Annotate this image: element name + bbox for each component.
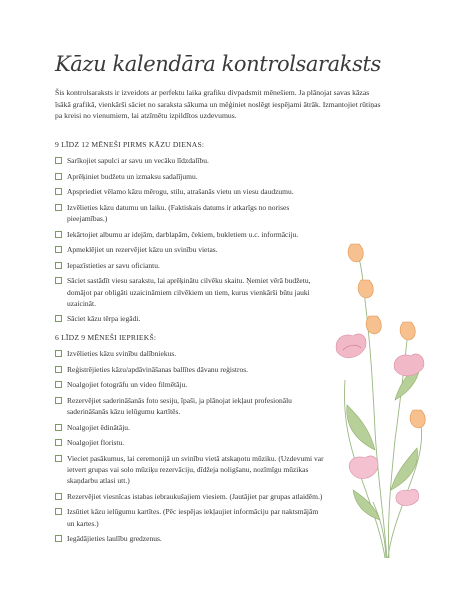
- orange-bud: [358, 280, 373, 298]
- section-heading-1: 9 LĪDZ 12 MĒNEŠI PIRMS KĀZU DIENAS:: [55, 140, 205, 149]
- list-item: Sāciet sastādīt viesu sarakstu, lai aprēķinātu cilvēku skaitu. Ņemiet vērā budžetu, domājot par obligāti uzaicināmiem cilvēkiem un tiem, kurus vienkārši būtu jauki uzaicināt.: [55, 275, 325, 309]
- checkbox[interactable]: [55, 381, 62, 388]
- checkbox[interactable]: [55, 315, 62, 322]
- checkbox[interactable]: [55, 397, 62, 404]
- checkbox[interactable]: [55, 424, 62, 431]
- checkbox[interactable]: [55, 157, 62, 164]
- checkbox[interactable]: [55, 231, 62, 238]
- checkbox[interactable]: [55, 508, 62, 515]
- intro-paragraph: Šis kontrolsaraksts ir izveidots ar perfektu laika grafiku divpadsmit mēnešiem. Ja plānojat savas kāzas īsākā grafikā, vienkārši sāciet no saraksta sākuma un mēģiniet noslēgt iespējami ātrāk. Izmantojiet rūtiņas pa kreisi no vienumiem, lai atzīmētu izpildītos uzdevumus.: [55, 88, 381, 121]
- checklist-section-1: [55, 155, 325, 325]
- leaf: [353, 490, 380, 520]
- checkbox[interactable]: [55, 535, 62, 542]
- list-item: Iekārtojiet albumu ar idejām, darblapām, čekiem, bukletiem u.c. informāciju.: [55, 229, 325, 240]
- pink-flower: [349, 456, 378, 479]
- list-item: Apspriediet vēlamo kāzu mērogu, stilu, atrašanās vietu un viesu daudzumu.: [55, 186, 325, 197]
- list-item: Rezervējiet saderināšanās foto sesiju, īpaši, ja plānojat iekļaut profesionālu saderināšanās kāzu ielūgumu kartītēs.: [55, 395, 325, 417]
- checkbox[interactable]: [55, 493, 62, 500]
- checkbox[interactable]: [55, 439, 62, 446]
- list-item: Aprēķiniet budžetu un izmaksu sadalījumu.: [55, 171, 325, 182]
- pink-flower: [396, 489, 419, 505]
- checkbox[interactable]: [55, 262, 62, 269]
- orange-bud: [348, 244, 363, 262]
- leaf: [347, 405, 375, 450]
- list-item: Iegādājieties laulību gredzenus.: [55, 533, 325, 544]
- checkbox[interactable]: [55, 204, 62, 211]
- checkbox[interactable]: [55, 173, 62, 180]
- page-title: Kāzu kalendāra kontrolsaraksts: [55, 52, 381, 76]
- flower-stem: [365, 300, 387, 558]
- checkbox[interactable]: [55, 350, 62, 357]
- list-item: Sāciet kāzu tērpa iegādi.: [55, 313, 325, 324]
- list-item: Sarīkojiet sapulci ar savu un vecāku līdzdalību.: [55, 155, 325, 166]
- list-item: Noalgojiet ēdinātāju.: [55, 422, 325, 433]
- list-item: Iepazīstieties ar savu oficiantu.: [55, 260, 325, 271]
- list-item: Izsūtiet kāzu ielūgumu kartītes. (Pēc iespējas iekļaujiet informāciju par naktsmājām un kartes.): [55, 506, 325, 528]
- pink-flower: [394, 354, 424, 376]
- list-item: Apmeklējiet un rezervējiet kāzu un svinību vietas.: [55, 244, 325, 255]
- list-item: Noalgojiet fotogrāfu un video filmētāju.: [55, 379, 325, 390]
- pink-flower: [336, 334, 366, 358]
- section-heading-2: 6 LĪDZ 9 MĒNEŠI IEPRIEKŠ:: [55, 333, 157, 342]
- list-item: Reģistrējieties kāzu/apdāvināšanas ballītes dāvanu reģistros.: [55, 364, 325, 375]
- list-item: Izvēlieties kāzu svinību dalībniekus.: [55, 348, 325, 359]
- checkbox[interactable]: [55, 188, 62, 195]
- orange-bud: [410, 410, 425, 428]
- checkbox[interactable]: [55, 455, 62, 462]
- list-item: Rezervējiet viesnīcas istabas iebraukušajiem viesiem. (Jautājiet par grupas atlaidēm.): [55, 491, 325, 502]
- list-item: Noalgojiet floristu.: [55, 437, 325, 448]
- orange-bud: [366, 316, 381, 334]
- flower-illustration: [325, 240, 435, 560]
- list-item: Vieciet pasākumus, lai ceremonijā un svinību vietā atskaņotu mūziku. (Uzdevumi var ietvert grupas vai solo mūziķu rezervāciju, dīdžeja noligšanu, nozīmīgu mūzikas skaņdarbu atlasi utt.): [55, 453, 325, 487]
- list-item: Izvēlieties kāzu datumu un laiku. (Faktiskais datums ir atkarīgs no norises pieejamības.): [55, 202, 325, 224]
- checklist-section-2: [55, 348, 325, 544]
- checkbox[interactable]: [55, 366, 62, 373]
- checkbox[interactable]: [55, 246, 62, 253]
- checkbox[interactable]: [55, 277, 62, 284]
- leaf: [391, 448, 418, 490]
- orange-bud: [400, 322, 415, 340]
